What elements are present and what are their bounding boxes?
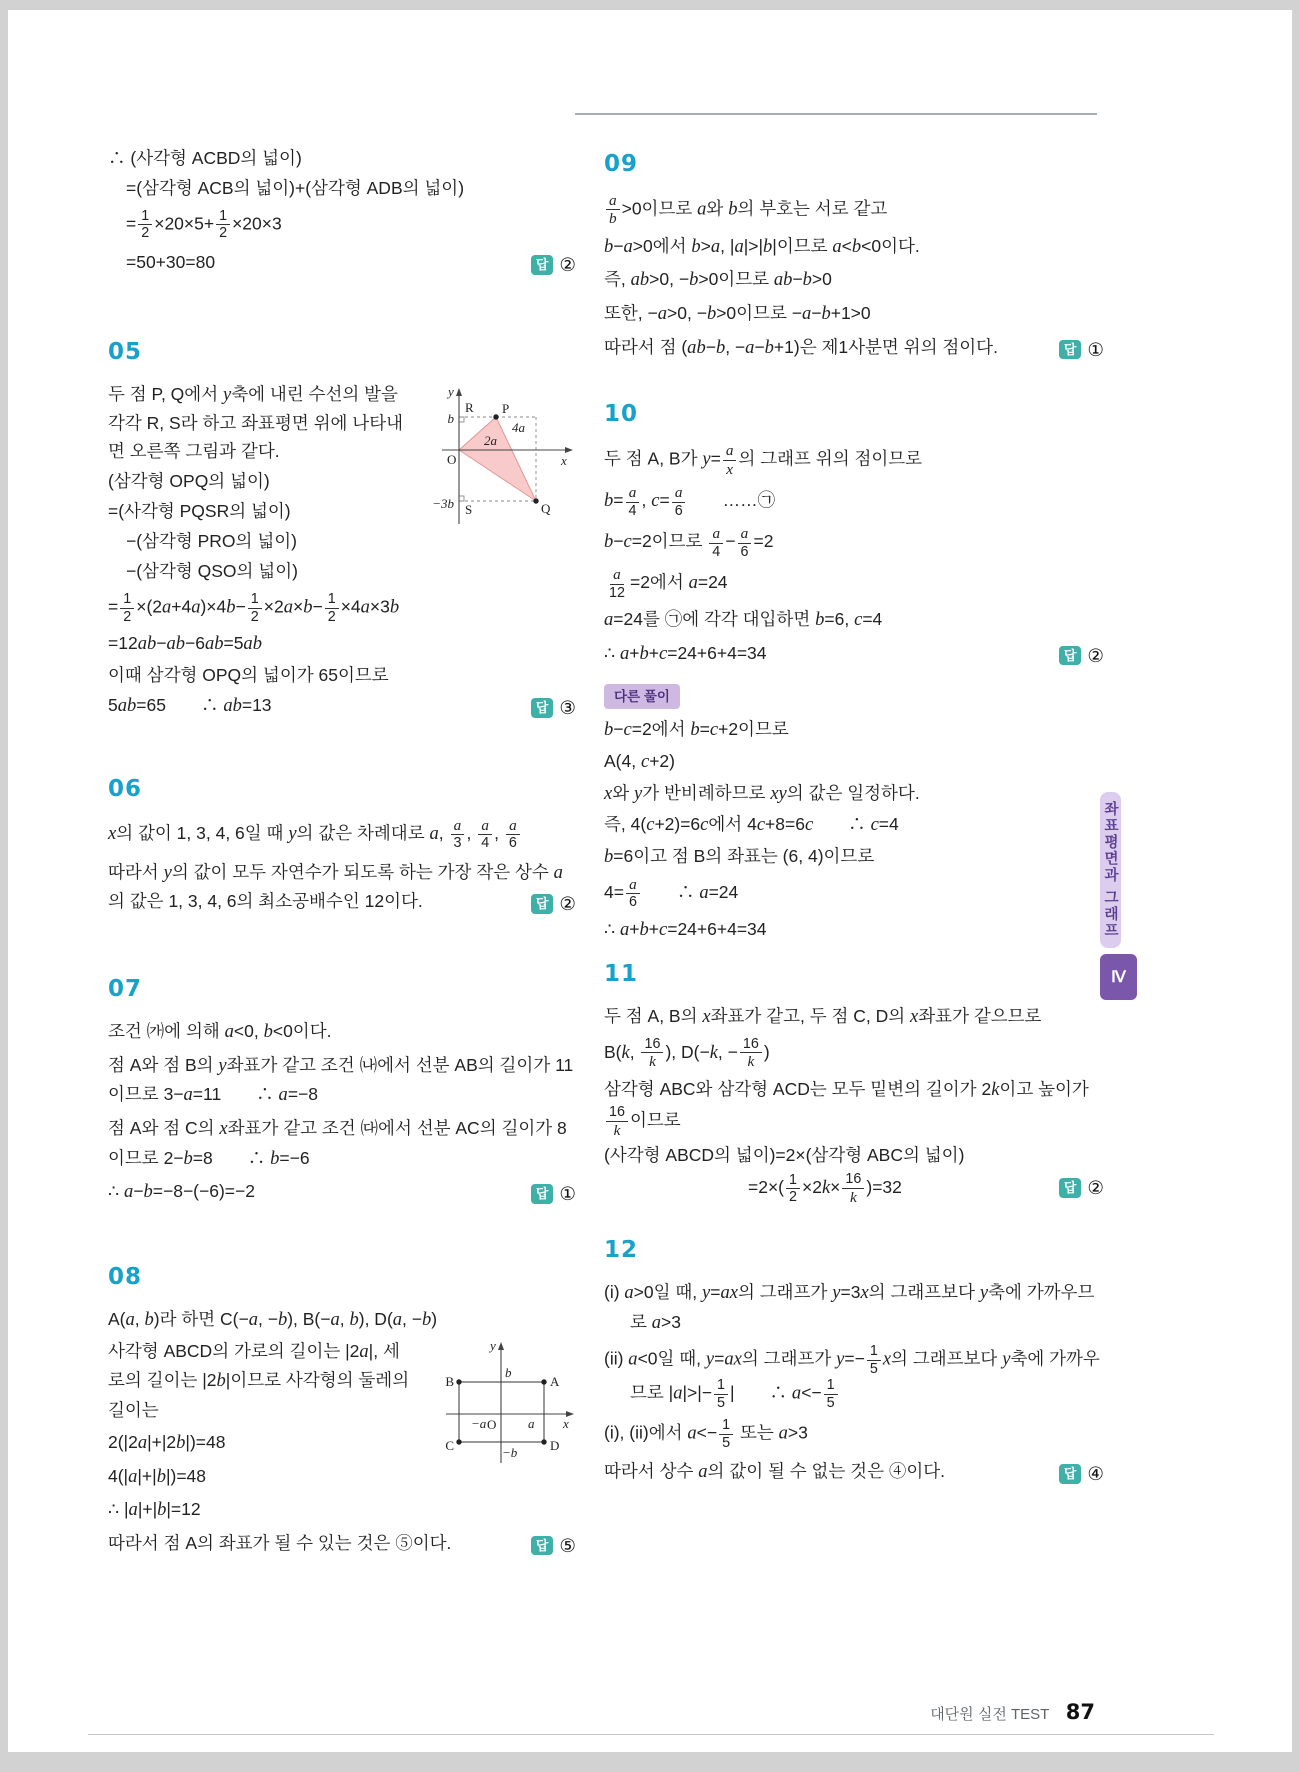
solution-line: 즉, ab>0, −b>0이므로 ab−b>0 xyxy=(604,269,832,291)
bottom-rule xyxy=(88,1734,1214,1735)
answer-badge xyxy=(531,1531,576,1561)
fraction: $\frac{1}{2}$ xyxy=(325,591,339,625)
answer-label: 답 xyxy=(531,1536,554,1556)
solution-line: 두 점 P, Q에서 y축에 내린 수선의 발을 각각 R, S라 하고 좌표평면 위에 나타내면 오른쪽 그림과 같다. xyxy=(108,383,404,462)
solution-line: 따라서 점 (ab−b, −a−b+1)은 제1사분면 위의 점이다. 답 ① xyxy=(604,333,1104,363)
fraction: $\frac{1}{5}$ xyxy=(719,1417,733,1451)
answer-label: 답 xyxy=(531,698,554,718)
answer-choice: ④ xyxy=(1087,1463,1104,1485)
fraction: $\frac{1}{2}$ xyxy=(120,591,134,625)
left-column xyxy=(108,138,576,1558)
answer-badge xyxy=(531,250,576,280)
label-y: y xyxy=(448,383,454,399)
label-S: S xyxy=(465,501,473,517)
solution-line: −(삼각형 PRO의 넓이) xyxy=(126,531,297,552)
solution-line: b−a>0에서 b>a, |a|>|b|이므로 a<b<0이다. xyxy=(604,235,920,257)
label-O: O xyxy=(447,451,457,467)
solution-line: ∴ a+b+c=24+6+4=34 xyxy=(604,918,767,940)
solution-line: 따라서 상수 a의 값이 될 수 없는 것은 ④이다. 답 ④ xyxy=(604,1457,1104,1487)
fraction: $\frac{16}{k}$ xyxy=(740,1036,762,1071)
solution-line: 두 점 A, B가 y= $\frac{a}{x}$ 의 그래프 위의 점이므로 xyxy=(604,442,923,478)
fraction: $\frac{16}{k}$ xyxy=(606,1104,628,1139)
label-minus-a: −a xyxy=(471,1415,487,1431)
label-minus-b: −b xyxy=(502,1444,518,1460)
label-4a: 4a xyxy=(512,419,525,435)
problem-number: 05 xyxy=(108,338,143,365)
answer-badge xyxy=(531,1179,576,1209)
fraction: $\frac{1}{5}$ xyxy=(824,1377,838,1411)
right-column xyxy=(604,138,1104,1487)
solution-line: B(k, $\frac{16}{k}$ ), D(−k, − $\frac{16}{k}$ ) xyxy=(604,1035,770,1071)
fraction: $\frac{1}{2}$ xyxy=(248,591,262,625)
page xyxy=(8,10,1292,1752)
label-a: a xyxy=(528,1415,535,1431)
label-R: R xyxy=(465,399,474,415)
answer-choice: ② xyxy=(1087,1177,1104,1199)
answer-label: 답 xyxy=(1059,1178,1082,1198)
solution-line: 2(|2a|+|2b|)=48 xyxy=(108,1431,226,1453)
fraction: $\frac{1}{2}$ xyxy=(786,1172,800,1206)
problem-number: 06 xyxy=(108,775,143,802)
answer-badge xyxy=(1059,1459,1104,1489)
solution-line: 4= $\frac{a}{6}$ ∴ a=24 xyxy=(604,875,739,911)
problem-number: 12 xyxy=(604,1237,639,1264)
problem-number: 10 xyxy=(604,401,639,428)
solution-line: ∴ a+b+c=24+6+4=34 답 ② xyxy=(604,639,1104,669)
solution-line: $\frac{a}{12}$ =2에서 a=24 xyxy=(604,566,1104,601)
problem-07 xyxy=(108,971,576,1207)
label-Q: Q xyxy=(541,500,551,516)
other-solution-row xyxy=(604,681,1104,710)
solution-line: 5ab=65 ∴ ab=13 답 ③ xyxy=(108,691,576,721)
right-angle-marker xyxy=(459,417,464,422)
point-C xyxy=(456,1439,461,1444)
answer-choice: ⑤ xyxy=(559,1534,576,1556)
answer-badge xyxy=(1059,641,1104,671)
fraction: $\frac{a}{6}$ xyxy=(626,876,640,911)
solution-line: =50+30=80 답 ② xyxy=(108,248,576,276)
solution-line: 이때 삼각형 OPQ의 넓이가 65이므로 xyxy=(108,665,389,686)
solution-line: = $\frac{1}{2}$ ×20×5+ $\frac{1}{2}$ ×20×3 xyxy=(126,208,282,242)
fraction: $\frac{a}{4}$ xyxy=(478,817,492,852)
point-Q xyxy=(533,498,538,503)
fraction: $\frac{a}{6}$ xyxy=(672,484,686,519)
problem-number: 08 xyxy=(108,1264,143,1291)
solution-line: 점 A와 점 B의 y좌표가 같고 조건 ㈏에서 선분 AB의 길이가 11이므로 3−a=11 ∴ a=−8 xyxy=(108,1054,574,1106)
footer-label: 대단원 실전 TEST xyxy=(930,1706,1050,1723)
solution-continuation xyxy=(108,144,576,276)
fraction: $\frac{16}{k}$ xyxy=(842,1171,864,1206)
problem-number: 07 xyxy=(108,976,143,1003)
label-b: b xyxy=(447,410,454,426)
fraction: $\frac{a}{6}$ xyxy=(506,817,520,852)
solution-line: =2×( $\frac{1}{2}$ ×2k× $\frac{16}{k}$ )=32 답 ② xyxy=(748,1171,1104,1206)
page-footer xyxy=(8,1700,1095,1724)
fraction: $\frac{a}{4}$ xyxy=(709,525,723,560)
y-axis-arrow xyxy=(498,1342,504,1350)
problem-number: 11 xyxy=(604,961,639,988)
answer-label: 답 xyxy=(1059,646,1082,666)
solution-line: $\frac{a}{b}$ >0이므로 a와 b의 부호는 서로 같고 xyxy=(604,192,1104,228)
problem-number: 09 xyxy=(604,151,639,177)
solution-line: (ii) a<0일 때, y=ax의 그래프가 y=− $\frac{1}{5}$ x의 그래프보다 y축에 가까우므로 |a|>|− $\frac{1}{5}$ | ∴ a<− $\frac{1}{5}$ xyxy=(604,1343,1100,1411)
answer-label: 답 xyxy=(531,894,554,914)
solution-line: =(삼각형 ACB의 넓이)+(삼각형 ADB의 넓이) xyxy=(126,178,465,198)
solution-line: A(4, c+2) xyxy=(604,750,675,772)
label-x: x xyxy=(563,1415,569,1431)
solution-line: b−c=2에서 b=c+2이므로 xyxy=(604,719,789,741)
solution-line: 따라서 y의 값이 모두 자연수가 되도록 하는 가장 작은 상수 a의 값은 1, 3, 4, 6의 최소공배수인 12이다. 답 ② xyxy=(108,858,576,916)
fraction: $\frac{a}{12}$ xyxy=(609,566,625,601)
answer-badge xyxy=(531,693,576,723)
label-A: A xyxy=(550,1373,560,1389)
answer-label: 답 xyxy=(531,1184,554,1204)
answer-choice: ① xyxy=(559,1183,576,1205)
chapter-tab-number: Ⅳ xyxy=(1100,954,1137,1000)
fraction: $\frac{1}{5}$ xyxy=(714,1377,728,1411)
label-x: x xyxy=(561,452,567,468)
label-O: O xyxy=(487,1416,497,1432)
label-y: y xyxy=(490,1337,496,1353)
solution-line: ∴ (사각형 ACBD의 넓이) xyxy=(108,148,302,168)
solution-line: = $\frac{1}{2}$ ×(2a+4a)×4b− $\frac{1}{2}$ ×2a×b− $\frac{1}{2}$ ×4a×3b xyxy=(108,591,400,625)
top-rule xyxy=(575,113,1097,115)
solution-line: A(a, b)라 하면 C(−a, −b), B(−a, b), D(a, −b) xyxy=(108,1308,438,1330)
label-P: P xyxy=(502,400,510,416)
label-D: D xyxy=(550,1437,560,1453)
solution-line: b−c=2이므로 $\frac{a}{4}$ − $\frac{a}{6}$ =2 xyxy=(604,525,774,560)
y-axis-arrow xyxy=(456,388,462,396)
solution-line: =12ab−ab−6ab=5ab xyxy=(108,633,262,655)
solution-line: ∴ |a|+|b|=12 xyxy=(108,1499,201,1521)
label-C: C xyxy=(445,1437,454,1453)
fraction: $\frac{16}{k}$ xyxy=(641,1036,663,1071)
answer-badge xyxy=(531,889,576,919)
answer-label: 답 xyxy=(1059,1464,1082,1484)
solution-line: (i), (ii)에서 a<− $\frac{1}{5}$ 또는 a>3 xyxy=(604,1417,808,1451)
page-number: 87 xyxy=(1065,1700,1095,1724)
solution-line: =(사각형 PQSR의 넓이) xyxy=(108,501,291,522)
point-B xyxy=(456,1379,461,1384)
figure-fig05 xyxy=(424,382,576,540)
solution-line: x의 값이 1, 3, 4, 6일 때 y의 값은 차례대로 a, $\frac{a}{3}$ , $\frac{a}{4}$ , $\frac{a}{6}$ xyxy=(108,817,576,852)
solution-line: 점 A와 점 C의 x좌표가 같고 조건 ㈐에서 선분 AC의 길이가 8이므로 2−b=8 ∴ b=−6 xyxy=(108,1118,567,1169)
right-angle-marker xyxy=(459,496,464,501)
point-P xyxy=(493,414,498,419)
solution-line: 4(|a|+|b|)=48 xyxy=(108,1465,207,1487)
solution-line: b=6이고 점 B의 좌표는 (6, 4)이므로 xyxy=(604,845,875,867)
fraction: $\frac{1}{2}$ xyxy=(216,208,230,242)
solution-line: 조건 ㈎에 의해 a<0, b<0이다. xyxy=(108,1021,332,1042)
solution-line: ∴ a−b=−8−(−6)=−2 답 ① xyxy=(108,1177,576,1207)
answer-badge xyxy=(1059,335,1104,365)
answer-choice: ② xyxy=(559,893,576,915)
solution-line: 따라서 점 A의 좌표가 될 수 있는 것은 ⑤이다. 답 ⑤ xyxy=(108,1529,576,1557)
chapter-tab-title: 좌표평면과 그래프 xyxy=(1100,792,1121,948)
problem-10 xyxy=(604,396,1104,944)
answer-choice: ③ xyxy=(559,697,576,719)
solution-line: −(삼각형 QSO의 넓이) xyxy=(126,561,298,582)
figure-coordinate-triangle xyxy=(424,382,576,532)
answer-choice: ② xyxy=(559,253,576,275)
label-minus3b: −3b xyxy=(432,495,454,511)
fraction: $\frac{a}{b}$ xyxy=(606,192,620,228)
problem-06 xyxy=(108,771,576,915)
solution-line: (i) a>0일 때, y=ax의 그래프가 y=3x의 그래프보다 y축에 가까우므로 a>3 xyxy=(604,1282,1095,1333)
problem-12 xyxy=(604,1232,1104,1487)
problem-05 xyxy=(108,334,576,721)
answer-choice: ① xyxy=(1087,338,1104,360)
fraction: $\frac{a}{x}$ xyxy=(723,442,737,478)
solution-line: 두 점 A, B의 x좌표가 같고, 두 점 C, D의 x좌표가 같으므로 xyxy=(604,1005,1042,1027)
label-B: B xyxy=(445,1373,454,1389)
label-b: b xyxy=(505,1364,512,1380)
label-2a: 2a xyxy=(484,432,497,448)
figure-coordinate-rectangle xyxy=(424,1337,576,1469)
solution-line: (사각형 ABCD의 넓이)=2×(삼각형 ABC의 넓이) xyxy=(604,1145,965,1166)
solution-line: 즉, 4(c+2)=6c에서 4c+8=6c ∴ c=4 xyxy=(604,814,899,836)
fraction: $\frac{a}{6}$ xyxy=(737,525,751,560)
answer-choice: ② xyxy=(1087,644,1104,666)
fraction: $\frac{1}{5}$ xyxy=(867,1343,881,1377)
solution-line: x와 y가 반비례하므로 xy의 값은 일정하다. xyxy=(604,782,920,804)
solution-line: 또한, −a>0, −b>0이므로 −a−b+1>0 xyxy=(604,303,871,325)
point-A xyxy=(541,1379,546,1384)
solution-line: a=24를 ㉠에 각각 대입하면 b=6, c=4 xyxy=(604,609,883,631)
figure-fig08 xyxy=(424,1337,576,1477)
problem-08 xyxy=(108,1259,576,1557)
solution-line: 삼각형 ABC와 삼각형 ACD는 모두 밑변의 길이가 2k이고 높이가 $\frac{16}{k}$ 이므로 xyxy=(604,1078,1089,1139)
fraction: $\frac{a}{3}$ xyxy=(450,817,464,852)
fraction: $\frac{a}{4}$ xyxy=(626,484,640,519)
answer-badge xyxy=(1059,1173,1104,1203)
solution-line: (삼각형 OPQ의 넓이) xyxy=(108,471,270,492)
other-solution-badge: 다른 풀이 xyxy=(604,684,680,710)
point-D xyxy=(541,1439,546,1444)
solution-line: 사각형 ABCD의 가로의 길이는 |2a|, 세로의 길이는 |2b|이므로 사각형의 둘레의 길이는 xyxy=(108,1340,410,1420)
problem-09 xyxy=(604,146,1104,362)
answer-label: 답 xyxy=(531,255,554,275)
answer-label: 답 xyxy=(1059,340,1082,360)
problem-11 xyxy=(604,956,1104,1206)
solution-line: b= $\frac{a}{4}$ , c= $\frac{a}{6}$ ……㉠ xyxy=(604,484,776,519)
chapter-tab xyxy=(1100,792,1137,1000)
fraction: $\frac{1}{2}$ xyxy=(138,208,152,242)
